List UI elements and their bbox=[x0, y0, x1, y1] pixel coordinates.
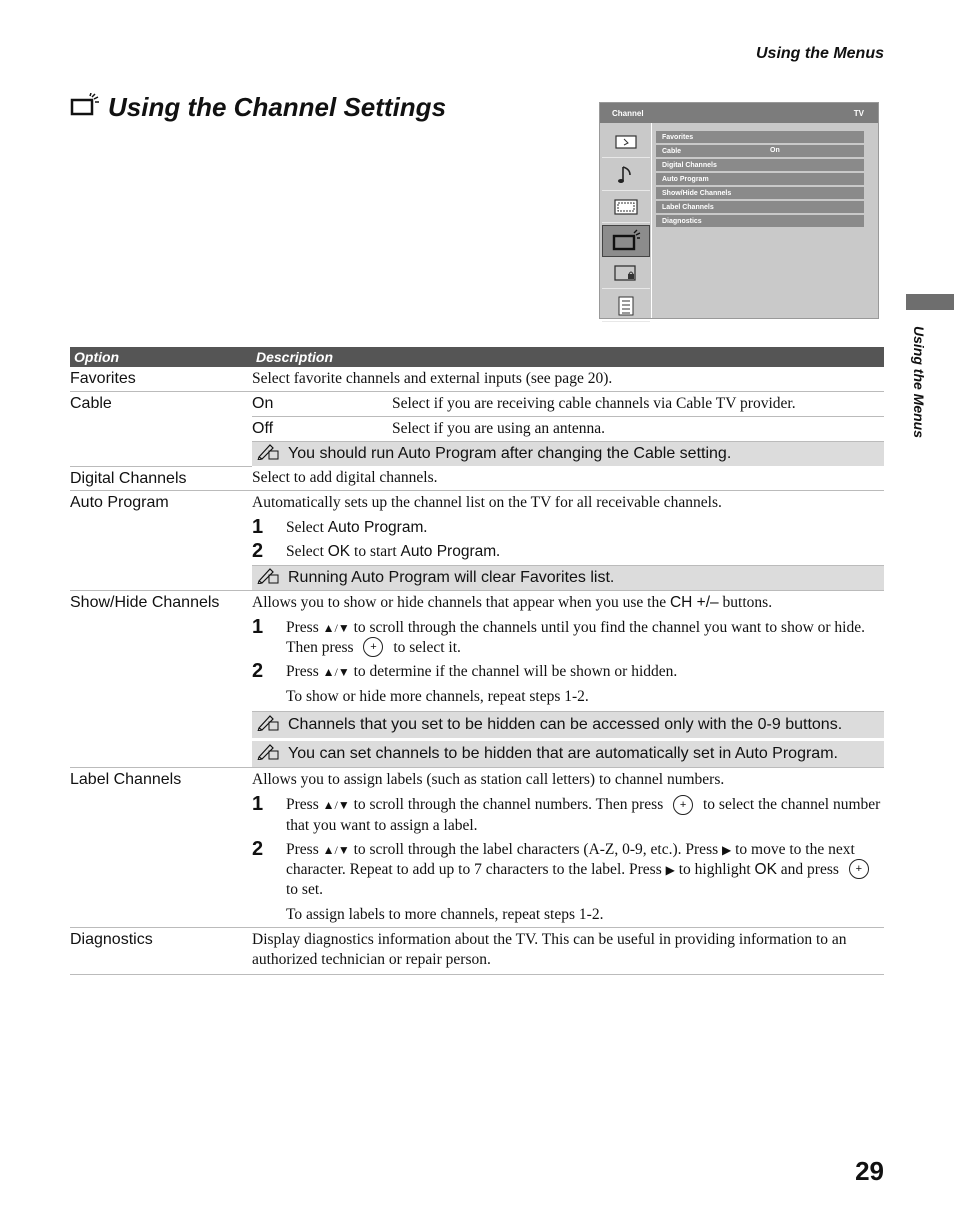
table-row bbox=[70, 768, 884, 928]
tv-channel-menu-screenshot bbox=[599, 102, 879, 319]
column-header-option: Option bbox=[70, 347, 252, 367]
pencil-note-icon bbox=[256, 566, 280, 590]
option-name: Favorites bbox=[70, 367, 252, 392]
option-name: Label Channels bbox=[70, 768, 252, 928]
step: 1 Press ▲/▼ to scroll through the channel numbers. Then press + to select the channel number that you want to assign a label. bbox=[252, 792, 884, 836]
option-description bbox=[252, 392, 884, 467]
table-row bbox=[70, 491, 884, 591]
side-section-label: Using the Menus bbox=[911, 326, 927, 439]
screen-icon bbox=[602, 192, 650, 223]
column-header-description: Description bbox=[252, 347, 884, 367]
tv-menu-item: Digital Channels bbox=[656, 159, 864, 171]
channel-icon bbox=[70, 93, 100, 122]
up-down-arrow-icon: ▲/▼ bbox=[322, 665, 350, 680]
table-row bbox=[70, 466, 884, 491]
option-description: Display diagnostics information about the TV. This can be useful in providing information to an authorized technician or repair person. bbox=[252, 928, 884, 975]
table-row bbox=[70, 367, 884, 392]
tv-menu-item: Cable On bbox=[656, 145, 864, 157]
note-box: You can set channels to be hidden that are automatically set in Auto Program. bbox=[252, 741, 884, 767]
tv-menu-items bbox=[656, 131, 864, 229]
tv-menu-item: Favorites bbox=[656, 131, 864, 143]
pencil-note-icon bbox=[256, 713, 280, 737]
cable-on-row: On Select if you are receiving cable channels via Cable TV provider. bbox=[252, 392, 884, 417]
tv-menu-item: Auto Program bbox=[656, 173, 864, 185]
enter-button-icon bbox=[673, 795, 693, 815]
right-arrow-icon: ▶ bbox=[665, 862, 675, 877]
option-name: Auto Program bbox=[70, 491, 252, 591]
note-box: You should run Auto Program after changing the Cable setting. bbox=[252, 441, 884, 466]
option-description: Allows you to show or hide channels that appear when you use the CH +/– buttons. 1 Press ▲/▼ to scroll through the channels until you find the channel you want to show or hide. Then press + to select it. 2 Press ▲/▼ to determine if the channel will be shown or hidden. To show or hide more channels, repeat steps 1-2. Channels that you set to be hidden can be accessed only with the 0-9 buttons. You can set channels to be hidden that are automatically set in Auto Program. bbox=[252, 591, 884, 768]
step: 1 Select Auto Program. bbox=[252, 516, 428, 538]
page-title: Using the Channel Settings bbox=[108, 92, 447, 122]
option-description: Allows you to assign labels (such as station call letters) to channel numbers. 1 Press ▲/▼ to scroll through the channel numbers. Then press + to select the channel number that you want to assign a label. 2 Press ▲/▼ to scroll through the label characters (A-Z, 0-9, etc.). Press ▶ to move to the next character. Repeat to add up to 7 characters to the label. Press ▶ to highlight OK and press + to set. To assign labels to more channels, repeat steps 1-2. bbox=[252, 768, 884, 928]
page-number: 29 bbox=[855, 1156, 884, 1186]
sound-icon bbox=[602, 160, 650, 191]
step: 2 Select OK to start Auto Program. bbox=[252, 540, 501, 562]
pencil-note-icon bbox=[256, 442, 280, 466]
option-description: Automatically sets up the channel list on the TV for all receivable channels. 1 Select Auto Program. 2 Select OK to start Auto Program. Running Auto Program will clear Favorites list. bbox=[252, 491, 884, 591]
parent-lock-icon bbox=[602, 258, 650, 289]
tv-menu-bar bbox=[600, 103, 878, 123]
page-title-block bbox=[70, 92, 446, 123]
note-box: Channels that you set to be hidden can be accessed only with the 0-9 buttons. bbox=[252, 711, 884, 738]
option-name: Digital Channels bbox=[70, 466, 252, 491]
side-tab-marker bbox=[906, 294, 954, 310]
picture-icon bbox=[602, 127, 650, 158]
option-description: Select to add digital channels. bbox=[252, 466, 884, 491]
enter-button-icon bbox=[363, 637, 383, 657]
option-name: Cable bbox=[70, 392, 252, 467]
tv-menu-icon-column bbox=[602, 127, 650, 323]
right-arrow-icon: ▶ bbox=[722, 842, 732, 857]
tv-menu-item: Diagnostics bbox=[656, 215, 864, 227]
up-down-arrow-icon: ▲/▼ bbox=[322, 798, 350, 813]
step: 2 Press ▲/▼ to determine if the channel will be shown or hidden. bbox=[252, 660, 678, 683]
option-name: Diagnostics bbox=[70, 928, 252, 975]
up-down-arrow-icon: ▲/▼ bbox=[322, 842, 350, 857]
tv-menu-divider bbox=[651, 123, 652, 318]
option-description: Select favorite channels and external inputs (see page 20). bbox=[252, 367, 884, 392]
tv-menu-item: Show/Hide Channels bbox=[656, 187, 864, 199]
running-header: Using the Menus bbox=[755, 45, 884, 62]
tv-menu-title: Channel bbox=[612, 108, 644, 118]
enter-button-icon bbox=[849, 859, 869, 879]
note-box: Running Auto Program will clear Favorites list. bbox=[252, 565, 884, 590]
table-row bbox=[70, 392, 884, 467]
option-name: Show/Hide Channels bbox=[70, 591, 252, 768]
channel-icon bbox=[602, 225, 650, 257]
up-down-arrow-icon: ▲/▼ bbox=[322, 621, 350, 635]
step: 2 Press ▲/▼ to scroll through the label characters (A-Z, 0-9, etc.). Press ▶ to move to the next character. Repeat to add up to 7 characters to the label. Press ▶ to highlight OK and press + to set. bbox=[252, 837, 884, 901]
setup-icon bbox=[602, 291, 650, 322]
table-row bbox=[70, 591, 884, 768]
cable-off-row: Off Select if you are using an antenna. bbox=[252, 420, 606, 437]
pencil-note-icon bbox=[256, 742, 280, 766]
step: 1 Press ▲/▼ to scroll through the channels until you find the channel you want to show or hide. Then press + to select it. bbox=[252, 615, 884, 659]
tv-menu-source: TV bbox=[853, 108, 864, 118]
channel-options-table bbox=[70, 347, 884, 975]
table-row bbox=[70, 928, 884, 975]
tv-menu-item-value: On bbox=[770, 147, 780, 154]
tv-menu-item: Label Channels bbox=[656, 201, 864, 213]
